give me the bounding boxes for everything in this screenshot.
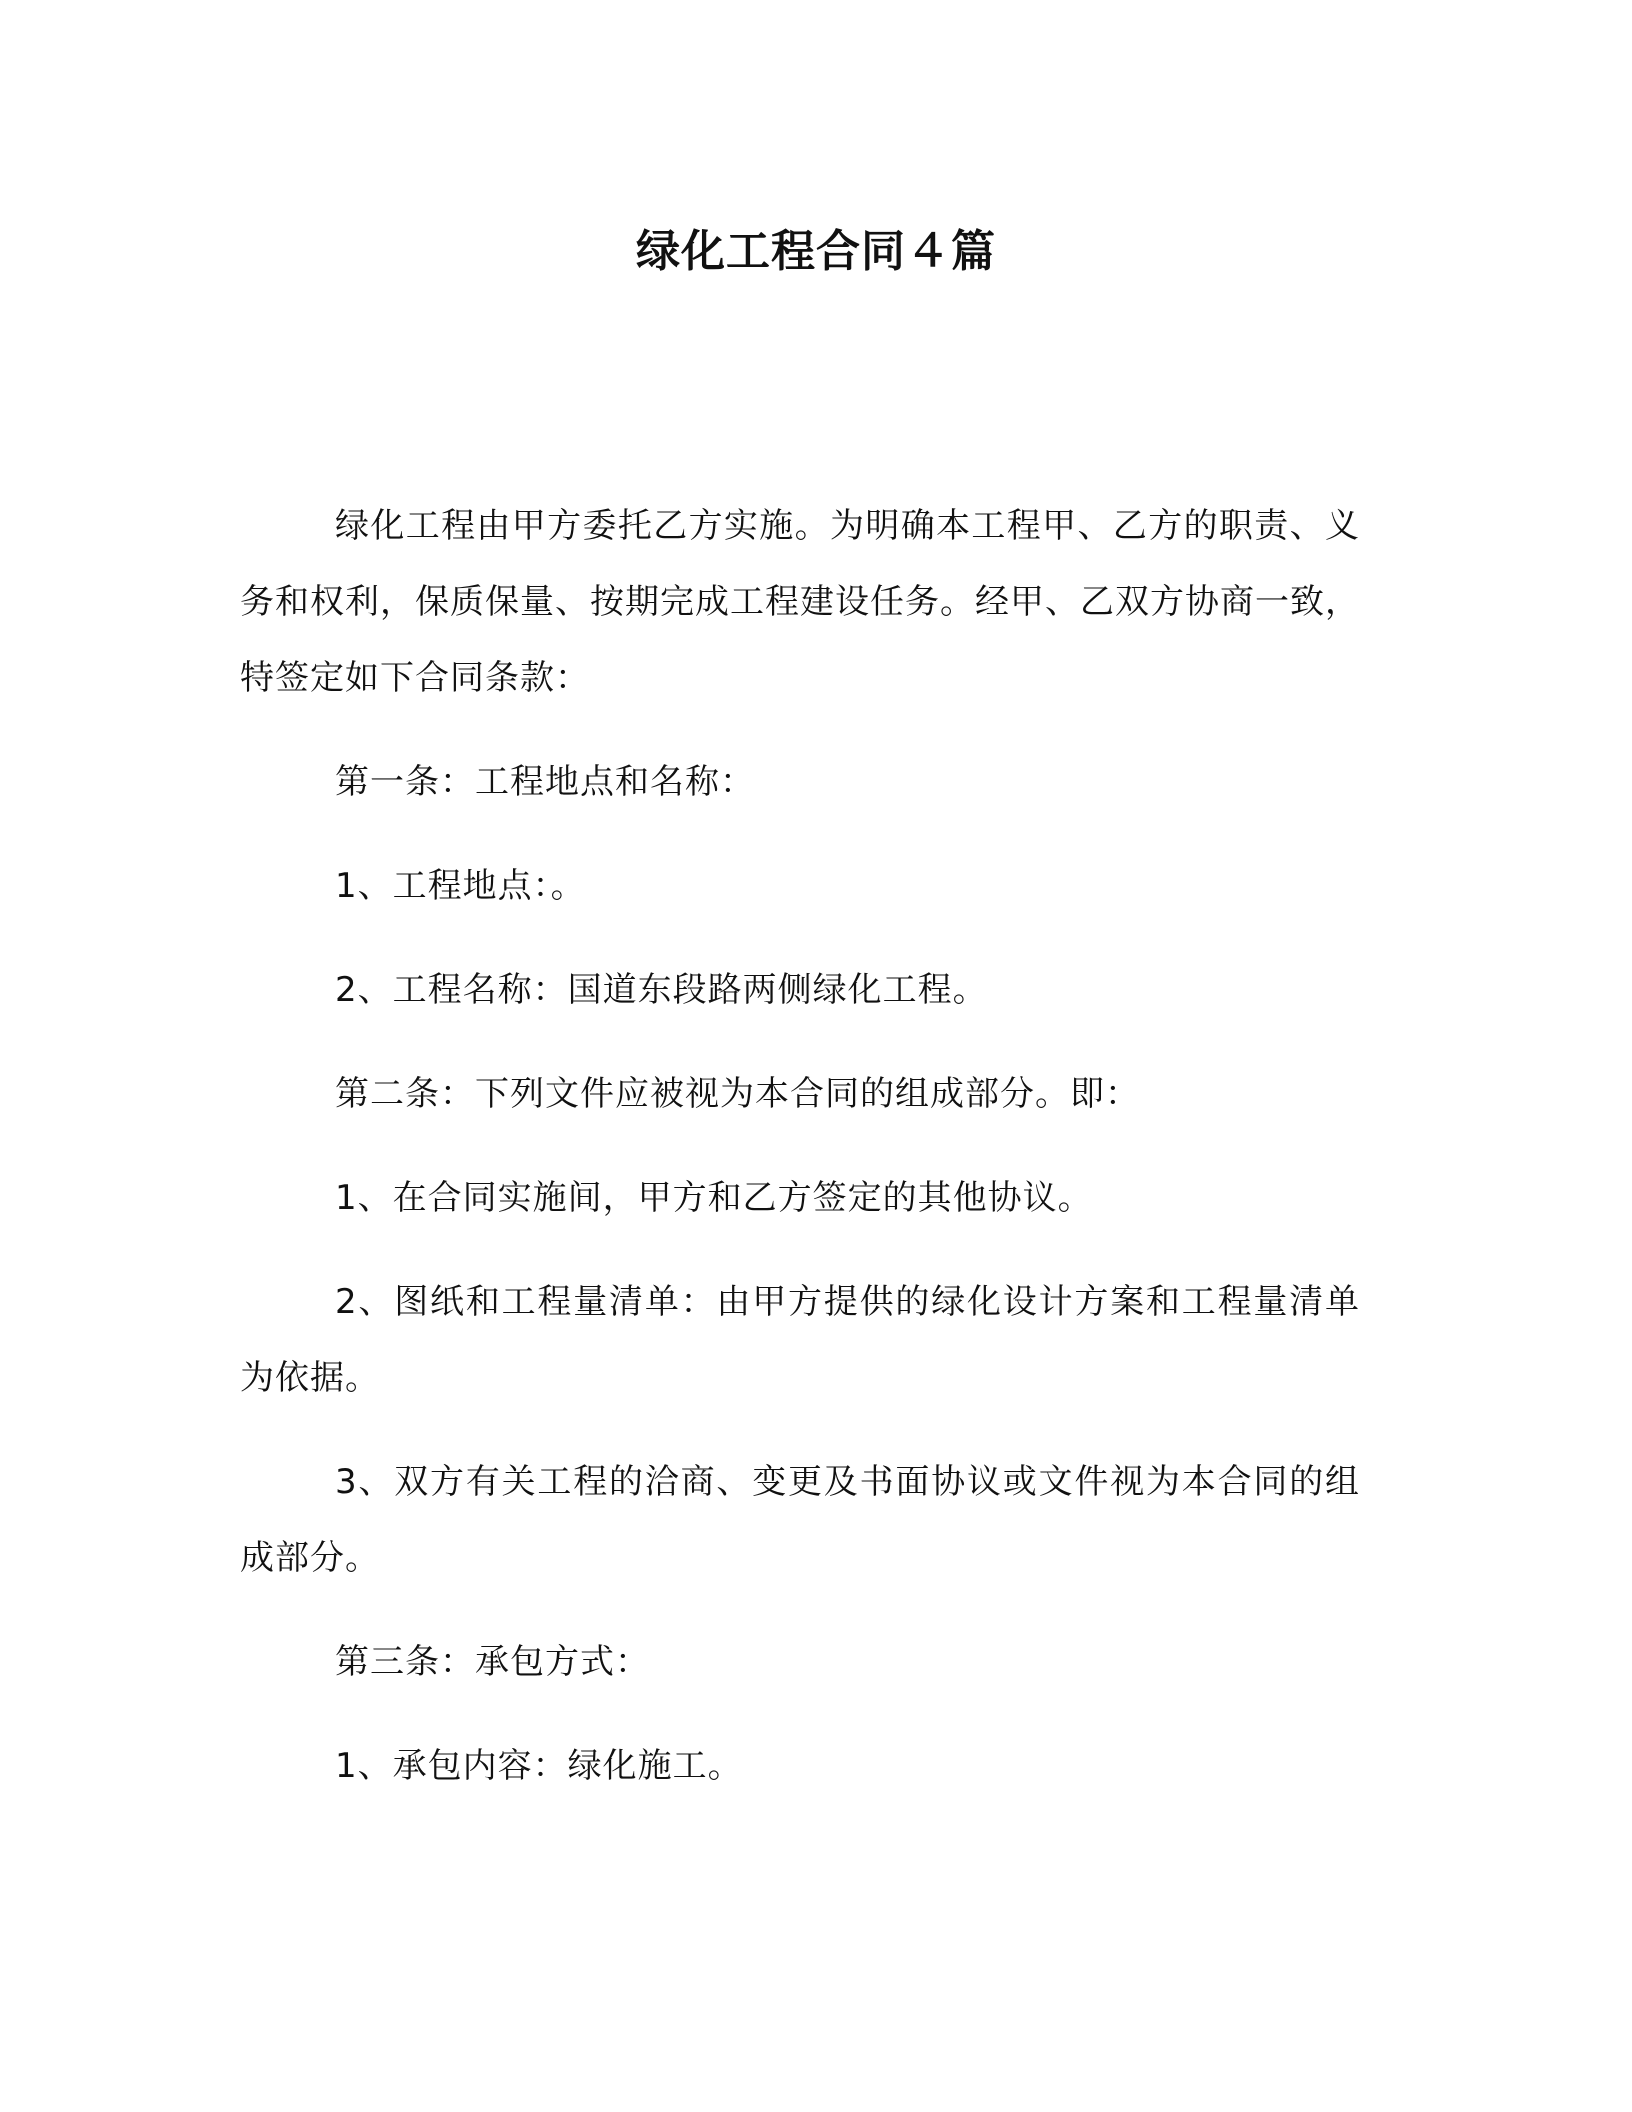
document-title: 绿化工程合同４篇: [636, 226, 996, 277]
article-1-item-1: 1、工程地点：。: [335, 866, 586, 906]
article-1-heading: 第一条：工程地点和名称：: [335, 762, 755, 802]
article-2-item-2: 2、图纸和工程量清单：由甲方提供的绿化设计方案和工程量清单为依据。: [240, 1282, 1360, 1398]
article-2-item-1: 1、在合同实施间，甲方和乙方签定的其他协议。: [335, 1178, 1093, 1218]
paragraph-intro: 绿化工程由甲方委托乙方实施。为明确本工程甲、乙方的职责、义务和权利，保质保量、按期完成工程建设任务。经甲、乙双方协商一致，特签定如下合同条款：: [240, 506, 1360, 698]
article-2-heading: 第二条：下列文件应被视为本合同的组成部分。即：: [335, 1074, 1140, 1114]
article-1-item-2: 2、工程名称：国道东段路两侧绿化工程。: [335, 970, 988, 1010]
article-3-heading: 第三条：承包方式：: [335, 1642, 650, 1682]
article-2-item-3: 3、双方有关工程的洽商、变更及书面协议或文件视为本合同的组成部分。: [240, 1462, 1360, 1578]
article-3-item-1: 1、承包内容：绿化施工。: [335, 1746, 743, 1786]
document-body: [240, 488, 1360, 1832]
